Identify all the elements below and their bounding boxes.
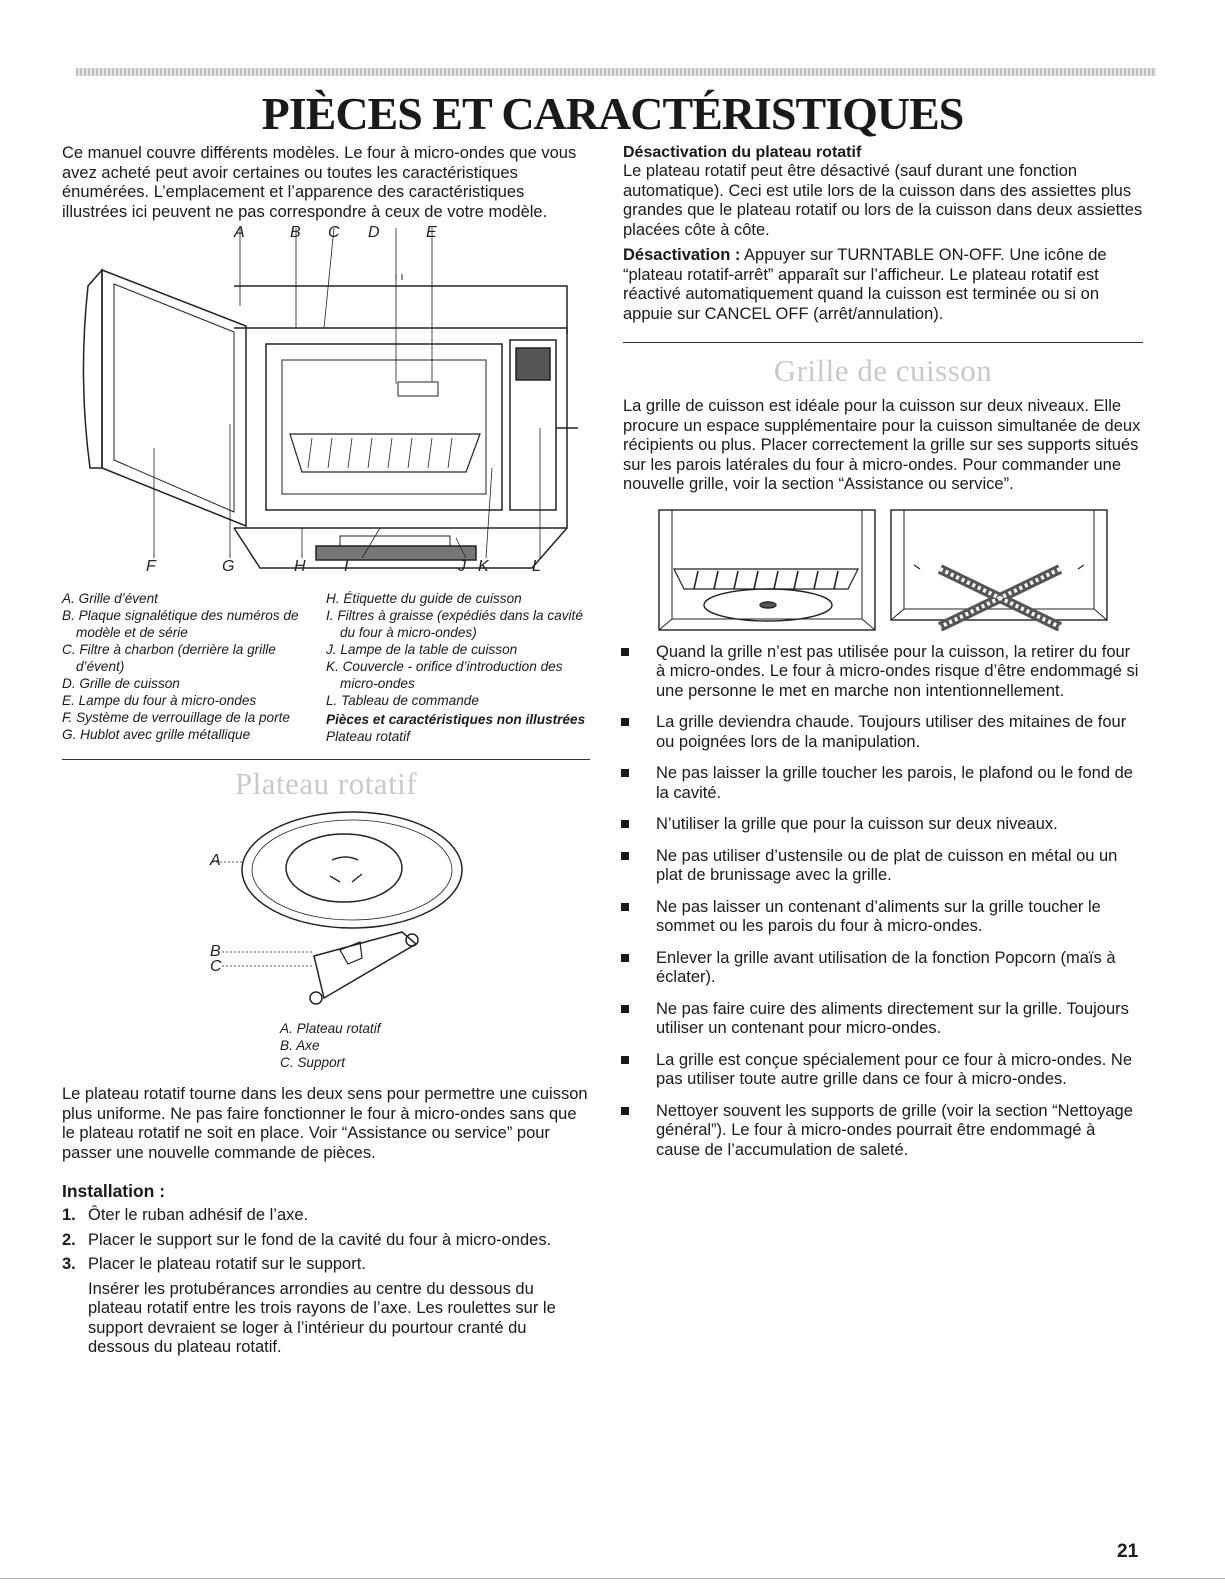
- label-b: B: [290, 224, 301, 241]
- step-number: 2.: [62, 1230, 76, 1249]
- bullet-square-icon: [621, 852, 629, 860]
- legend-item: L. Tableau de commande: [326, 693, 479, 708]
- left-column: [62, 144, 590, 1358]
- step-text: Placer le support sur le fond de la cavité du four à micro-ondes.: [88, 1230, 552, 1249]
- label-e: E: [426, 224, 437, 241]
- page-title: PIÈCES ET CARACTÉRISTIQUES: [261, 88, 964, 139]
- turntable-diagram: [62, 810, 590, 1020]
- rack-in-oven-illustration: [658, 509, 876, 631]
- installation-steps: [62, 1206, 590, 1275]
- disable-turntable-title: Désactivation du plateau rotatif: [623, 144, 862, 161]
- deactivation-paragraph: [623, 246, 1143, 324]
- label-k: K: [478, 558, 489, 575]
- installation-step: [62, 1255, 590, 1275]
- rack-section-title: Grille de cuisson: [773, 353, 993, 388]
- rack-bullet: [623, 847, 1143, 886]
- step-number: 1.: [62, 1206, 76, 1224]
- bullet-square-icon: [621, 1005, 629, 1013]
- label-j: J: [458, 558, 466, 575]
- bullet-text: Enlever la grille avant utilisation de la fonction Popcorn (maïs à éclater).: [656, 948, 1116, 986]
- legend-item: H. Étiquette du guide de cuisson: [326, 591, 522, 606]
- step-text: Ôter le ruban adhésif de l’axe.: [88, 1206, 309, 1224]
- label-g: G: [222, 558, 235, 575]
- legend-item: K. Couvercle - orifice d’introduction des micro-ondes: [326, 659, 563, 691]
- legend-item: G. Hublot avec grille métallique: [62, 727, 251, 742]
- installation-note: Insérer les protubérances arrondies au centre du dessous du plateau rotatif entre les trois rayons de l’axe. Les roulettes sur le support devraient se loger à l’intérieur du pourtour cranté du dessous du plateau rotatif.: [88, 1279, 556, 1356]
- top-decorative-band: [76, 68, 1156, 76]
- bullet-square-icon: [621, 820, 629, 828]
- rack-paragraph: La grille de cuisson est idéale pour la cuisson sur deux niveaux. Elle procure un espace supplémentaire pour la cuisson simultanée de deux récipients ou plus. Placer correctement la grille sur ses supports situés sur les parois latérales du four à micro-ondes. Pour commander une nouvelle grille, voir la section “Assistance ou service”.: [623, 397, 1141, 493]
- page-number: 21: [1117, 1541, 1139, 1562]
- bullet-text: La grille est conçue spécialement pour ce four à micro-ondes. Ne pas utiliser toute autre grille dans ce four à micro-ondes.: [656, 1050, 1132, 1088]
- step-number: 3.: [62, 1255, 76, 1273]
- label-c: C: [328, 224, 340, 241]
- bullet-text: Quand la grille n’est pas utilisée pour la cuisson, la retirer du four à micro-ondes. Le four à micro-ondes risque d’être endommagé si une personne le met en marche non intentionnellement.: [656, 642, 1139, 700]
- step-text: Placer le plateau rotatif sur le support.: [88, 1255, 366, 1273]
- rack-bullet: [623, 1102, 1143, 1161]
- legend-item: B. Plaque signalétique des numéros de modèle et de série: [62, 608, 299, 640]
- installation-step: [62, 1231, 590, 1251]
- installation-step: [62, 1206, 590, 1226]
- turntable-label-c: C: [210, 958, 222, 975]
- oven-diagram: [62, 224, 590, 588]
- turntable-label-a: A: [210, 852, 221, 869]
- turntable-illustration: [62, 810, 590, 1020]
- oven-illustration: [62, 228, 590, 588]
- label-d: D: [368, 224, 380, 241]
- legend-right-column: [326, 590, 590, 745]
- bullet-text: La grille deviendra chaude. Toujours utiliser des mitaines de four ou poignées lors de la manipulation.: [656, 713, 1127, 751]
- section-divider: [62, 759, 590, 760]
- label-f: F: [146, 558, 156, 575]
- rack-bullet: [623, 1000, 1143, 1039]
- bullet-text: Ne pas laisser la grille toucher les parois, le plafond ou le fond de la cavité.: [656, 764, 1133, 802]
- bottom-edge-rule: [0, 1578, 1225, 1579]
- bullet-text: Ne pas laisser un contenant d’aliments sur la grille toucher le sommet ou les parois du four à micro-ondes.: [656, 897, 1101, 935]
- legend-item: A. Grille d’évent: [62, 591, 158, 606]
- bullet-text: N’utiliser la grille que pour la cuisson sur deux niveaux.: [656, 815, 1058, 833]
- turntable-legend-item: C. Support: [280, 1055, 345, 1070]
- turntable-legend-item: A. Plateau rotatif: [280, 1021, 381, 1036]
- rack-bullet: [623, 643, 1143, 702]
- not-shown-title: Pièces et caractéristiques non illustrées: [326, 712, 586, 727]
- rack-bullet-list: [623, 643, 1143, 1161]
- legend-item: D. Grille de cuisson: [62, 676, 180, 691]
- disable-turntable-paragraph: Le plateau rotatif peut être désactivé (sauf durant une fonction automatique). Ceci est utile lors de la cuisson dans des assiettes plus grandes que le plateau rotatif ou lors de la cuisson dans deux assiettes placées côte à côte.: [623, 162, 1143, 239]
- rack-bullet: [623, 713, 1143, 752]
- bullet-square-icon: [621, 1107, 629, 1115]
- rack-illustrations: [658, 509, 1143, 631]
- intro-paragraph: Ce manuel couvre différents modèles. Le four à micro-ondes que vous avez acheté peut avoir certaines ou toutes les caractéristiques énumérées. L’emplacement et l’apparence des caractéristiques illustrées ici peuvent ne pas correspondre à ceux de votre modèle.: [62, 144, 577, 221]
- label-h: H: [294, 558, 306, 575]
- rack-removed-illustration: [890, 509, 1108, 631]
- bullet-text: Ne pas utiliser d’ustensile ou de plat de cuisson en métal ou un plat de brunissage avec la grille.: [656, 846, 1118, 884]
- right-column: [623, 144, 1143, 1172]
- not-shown-item: Plateau rotatif: [326, 729, 410, 744]
- rack-bullet: [623, 815, 1143, 835]
- bullet-square-icon: [621, 718, 629, 726]
- turntable-legend-item: B. Axe: [280, 1038, 320, 1053]
- rack-bullet: [623, 898, 1143, 937]
- bullet-text: Nettoyer souvent les supports de grille (voir la section “Nettoyage général”). Le four à micro-ondes pourrait être endommagé à cause de l’accumulation de saleté.: [656, 1101, 1133, 1159]
- legend-item: C. Filtre à charbon (derrière la grille d’évent): [62, 642, 276, 674]
- turntable-paragraph: Le plateau rotatif tourne dans les deux sens pour permettre une cuisson plus uniforme. Ne pas faire fonctionner le four à micro-ondes sans que le plateau rotatif ne soit en place. Voir “Assistance ou service” pour passer une nouvelle commande de pièces.: [62, 1085, 588, 1162]
- rack-bullet: [623, 949, 1143, 988]
- bullet-square-icon: [621, 1056, 629, 1064]
- bullet-square-icon: [621, 648, 629, 656]
- bullet-text: Ne pas faire cuire des aliments directement sur la grille. Toujours utiliser un contenant pour micro-ondes.: [656, 999, 1129, 1037]
- installation-title: Installation :: [62, 1181, 166, 1201]
- label-a: A: [234, 224, 245, 241]
- label-l: L: [532, 558, 541, 575]
- rack-bullet: [623, 1051, 1143, 1090]
- parts-legend: [62, 590, 590, 745]
- bullet-square-icon: [621, 954, 629, 962]
- turntable-section-title: Plateau rotatif: [234, 766, 418, 801]
- deactivation-text: Appuyer sur TURNTABLE ON-OFF. Une icône de “plateau rotatif-arrêt” apparaît sur l’afficheur. Le plateau rotatif est réactivé automatiquement quand la cuisson est terminée ou si on appuie sur CANCEL OFF (arrêt/annulation).: [623, 246, 1107, 323]
- label-i: I: [344, 558, 349, 575]
- legend-item: I. Filtres à graisse (expédiés dans la cavité du four à micro-ondes): [326, 608, 583, 640]
- legend-left-column: [62, 590, 326, 745]
- legend-item: E. Lampe du four à micro-ondes: [62, 693, 257, 708]
- legend-item: J. Lampe de la table de cuisson: [326, 642, 518, 657]
- legend-item: F. Système de verrouillage de la porte: [62, 710, 290, 725]
- bullet-square-icon: [621, 903, 629, 911]
- deactivation-label: Désactivation :: [623, 246, 741, 264]
- turntable-legend: [280, 1020, 590, 1071]
- section-divider: [623, 342, 1143, 343]
- turntable-label-b: B: [210, 943, 221, 960]
- bullet-square-icon: [621, 769, 629, 777]
- rack-bullet: [623, 764, 1143, 803]
